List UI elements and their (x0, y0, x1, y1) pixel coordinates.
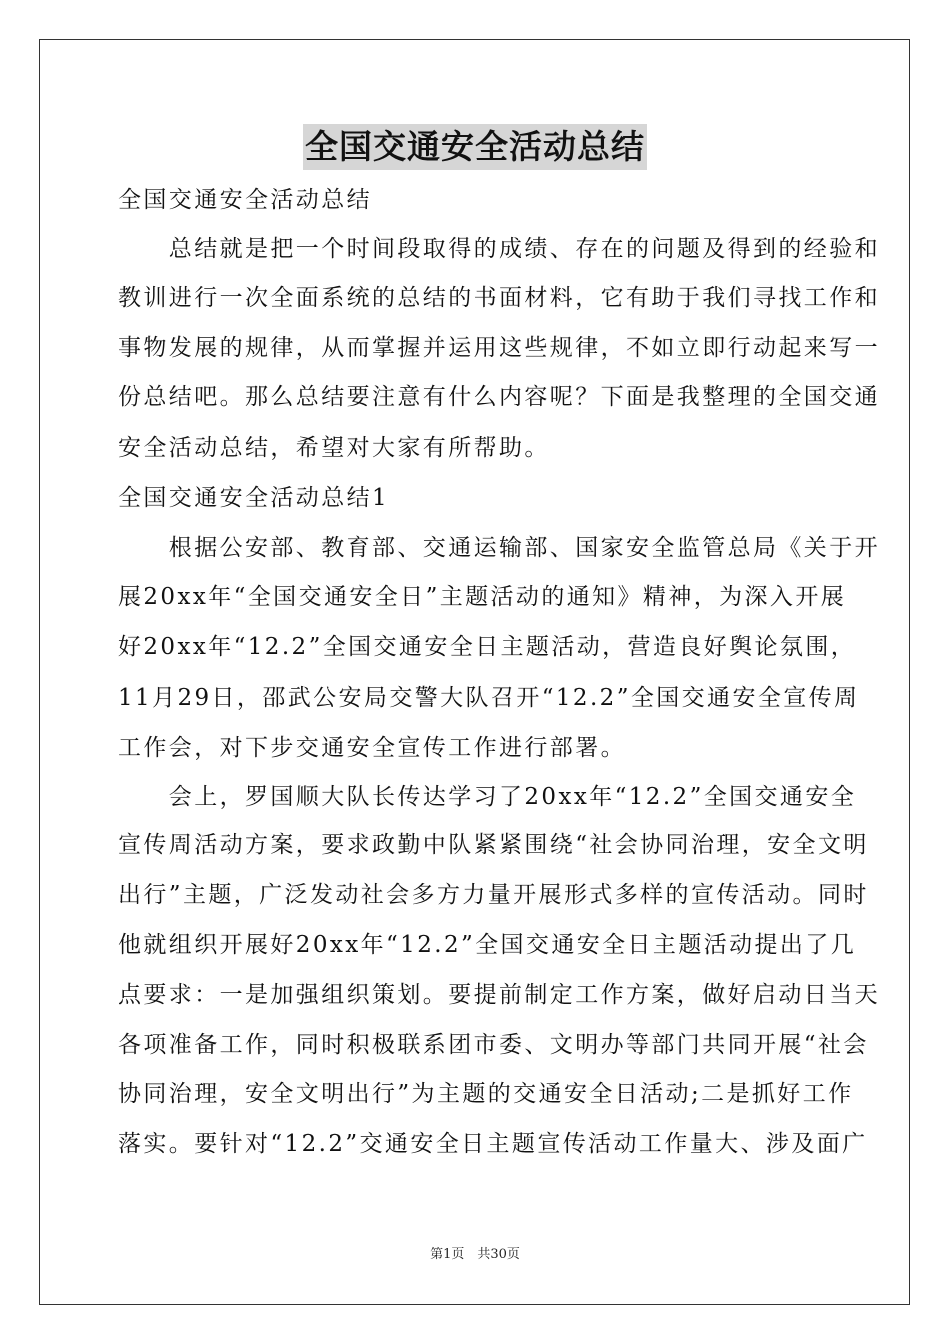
text-line: 全国交通安全活动总结 (118, 187, 372, 213)
text-line: 教训进行一次全面系统的总结的书面材料，它有助于我们寻找工作和 (118, 285, 880, 311)
text-line: 出行”主题，广泛发动社会多方力量开展形式多样的宣传活动。同时 (118, 882, 869, 908)
page-footer: 第1页 共30页 (430, 1247, 520, 1262)
text-line: 各项准备工作，同时积极联系团市委、文明办等部门共同开展“社会 (118, 1032, 869, 1058)
text-line: 全国交通安全活动总结1 (118, 485, 390, 511)
text-line: 根据公安部、教育部、交通运输部、国家安全监管总局《关于开 (118, 535, 880, 561)
text-line: 会上，罗国顺大队长传达学习了20xx年“12.2”全国交通安全 (118, 784, 857, 810)
text-line: 点要求：一是加强组织策划。要提前制定工作方案，做好启动日当天 (118, 982, 880, 1008)
document-title: 全国交通安全活动总结 (303, 124, 647, 170)
text-line: 安全活动总结，希望对大家有所帮助。 (118, 435, 550, 461)
text-line: 总结就是把一个时间段取得的成绩、存在的问题及得到的经验和 (118, 236, 880, 262)
page-border (39, 39, 910, 1305)
text-line: 宣传周活动方案，要求政勤中队紧紧围绕“社会协同治理，安全文明 (118, 832, 869, 858)
text-line: 落实。要针对“12.2”交通安全日主题宣传活动工作量大、涉及面广 (118, 1131, 868, 1157)
text-line: 好20xx年“12.2”全国交通安全日主题活动，营造良好舆论氛围， (118, 634, 857, 660)
text-line: 工作会，对下步交通安全宣传工作进行部署。 (118, 735, 626, 761)
text-line: 展20xx年“全国交通安全日”主题活动的通知》精神，为深入开展 (118, 584, 847, 610)
text-line: 事物发展的规律，从而掌握并运用这些规律，不如立即行动起来写一 (118, 335, 880, 361)
text-line: 协同治理，安全文明出行”为主题的交通安全日活动;二是抓好工作 (118, 1081, 854, 1107)
text-line: 11月29日，邵武公安局交警大队召开“12.2”全国交通安全宣传周 (118, 685, 860, 711)
text-line: 他就组织开展好20xx年“12.2”全国交通安全日主题活动提出了几 (118, 932, 857, 958)
title-container (0, 124, 950, 170)
text-line: 份总结吧。那么总结要注意有什么内容呢？下面是我整理的全国交通 (118, 384, 880, 410)
